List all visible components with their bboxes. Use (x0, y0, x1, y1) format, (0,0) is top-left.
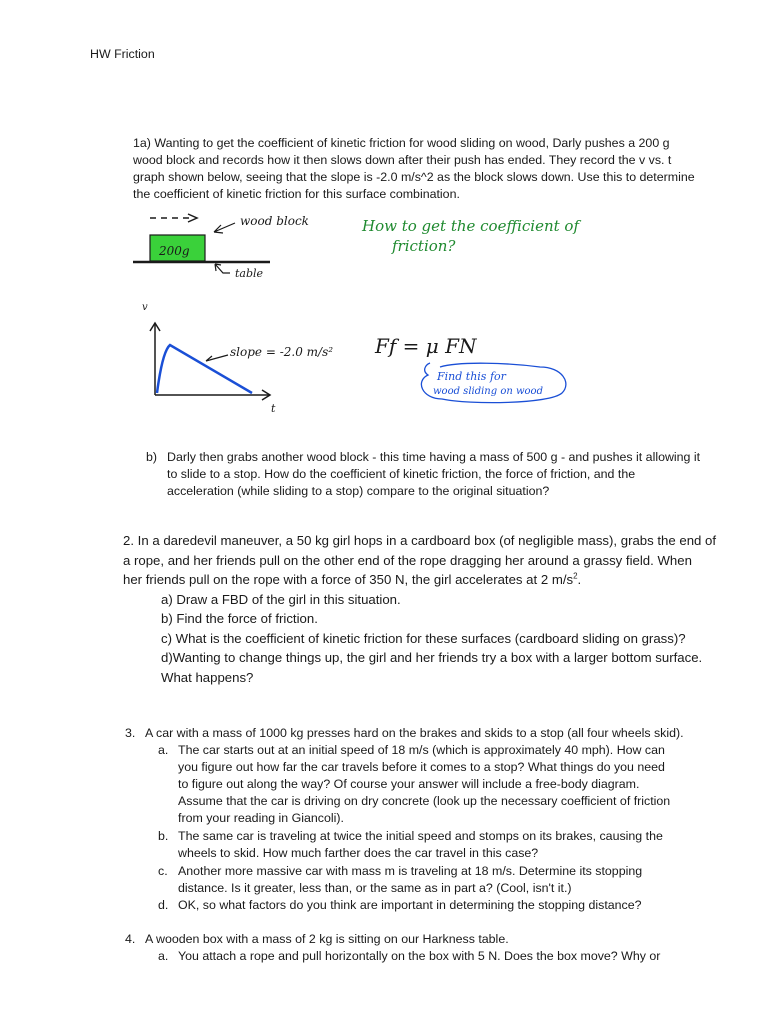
q1b-line: to slide to a stop. How do the coefficient of kinetic friction, the force of friction, and the (167, 467, 636, 481)
handwritten-note-line2: friction? (392, 237, 456, 255)
q3b (178, 828, 663, 862)
q3d-line: OK, so what factors do you think are important in determining the stopping distance? (178, 898, 642, 912)
q3b-line: wheels to skid. How much farther does the car travel in this case? (178, 846, 539, 860)
question-1b (167, 449, 700, 500)
q1a-line: the coefficient of kinetic friction for this surface combination. (133, 187, 460, 201)
q1a-line: graph shown below, seeing that the slope is -2.0 m/s^2 as the block slows down. Use this to determine (133, 170, 695, 184)
q3a-line: you figure out how far the car travels before it comes to a stop? What things do you need (178, 760, 665, 774)
handwritten-note-line1: How to get the coefficient of (362, 217, 580, 235)
q2-part-c: c) What is the coefficient of kinetic friction for these surfaces (cardboard sliding on grass)? (161, 630, 686, 646)
q1b-line: acceleration (while sliding to a stop) compare to the original situation? (167, 484, 550, 498)
handwritten-sketch (130, 205, 600, 420)
q3-number: 3. (125, 726, 136, 740)
q2-part-b: b) Find the force of friction. (161, 611, 318, 626)
q3a (178, 742, 670, 827)
wood-block-pointer (214, 223, 235, 233)
block-mass-label: 200g (159, 244, 190, 258)
q3c-label: c. (158, 864, 168, 878)
q2-line (123, 570, 768, 590)
motion-arrow (150, 214, 197, 222)
q3d-label: d. (158, 898, 169, 912)
q1b-line: Darly then grabs another wood block - this time having a mass of 500 g - and pushes it allowing it (167, 450, 701, 464)
q3a-line: from your reading in Giancoli). (178, 811, 344, 825)
q3c (178, 863, 642, 897)
t-axis-label: t (271, 402, 276, 415)
friction-formula: Ff = μ FN (375, 334, 477, 358)
vt-graph (150, 323, 270, 400)
q2-line: 2. In a daredevil maneuver, a 50 kg girl hops in a cardboard box (of negligible mass), grabs the end of (123, 533, 717, 548)
bubble-note-line2: wood sliding on wood (433, 386, 543, 397)
q4a-label: a. (158, 949, 169, 963)
q2-part-d-cont: What happens? (161, 669, 254, 685)
q1a-line: 1a) Wanting to get the coefficient of kinetic friction for wood sliding on wood, Darly pushes a 200 g (133, 136, 670, 150)
v-axis-label: v (142, 302, 148, 313)
slope-label: slope = -2.0 m/s² (230, 345, 334, 359)
page-header: HW Friction (90, 47, 155, 61)
q2-line: a rope, and her friends pull on the other end of the rope dragging her around a grassy field. When (123, 552, 692, 568)
q3a-label: a. (158, 743, 169, 757)
q4-stem: A wooden box with a mass of 2 kg is sitting on our Harkness table. (145, 932, 509, 946)
q3a-line: to figure out along the way? Of course your answer will include a free-body diagram. (178, 777, 640, 791)
wood-block-label: wood block (240, 214, 309, 228)
table-pointer (215, 264, 230, 273)
question-1a (133, 135, 695, 203)
q3c-line: Another more massive car with mass m is traveling at 18 m/s. Determine its stopping (178, 864, 643, 878)
q4a (178, 948, 660, 965)
q3c-line: distance. Is it greater, less than, or the same as in part a? (Cool, isn't it.) (178, 881, 572, 895)
q3b-line: The same car is traveling at twice the initial speed and stomps on its brakes, causing the (178, 829, 663, 843)
question-2 (123, 531, 768, 687)
q3a-line: The car starts out at an initial speed of 18 m/s (which is approximately 40 mph). How can (178, 743, 665, 757)
q3a-line: Assume that the car is driving on dry concrete (look up the necessary coefficient of friction (178, 794, 671, 808)
q2-line-text: her friends pull on the rope with a force of 350 N, the girl accelerates at 2 m/s (123, 572, 574, 587)
q2-parts (123, 590, 768, 688)
bubble-note-line1: Find this for (437, 370, 506, 383)
q1b-label: b) (146, 450, 158, 464)
q2-line-tail: . (577, 572, 582, 587)
table-label: table (235, 267, 264, 280)
q1a-line: wood block and records how it then slows down after their push has ended. They record the v vs. t (133, 153, 672, 167)
q3d (178, 897, 642, 914)
q4-number: 4. (125, 932, 136, 946)
q2-part-d: d)Wanting to change things up, the girl and her friends try a box with a larger bottom surface. (161, 650, 703, 665)
q4a-line: You attach a rope and pull horizontally on the box with 5 N. Does the box move? Why or (178, 949, 661, 963)
q2-part-a: a) Draw a FBD of the girl in this situation. (161, 591, 401, 607)
slope-pointer (206, 355, 228, 361)
q2-superscript: 2 (573, 571, 578, 581)
q3-stem: A car with a mass of 1000 kg presses hard on the brakes and skids to a stop (all four wheels skid). (145, 726, 684, 740)
q3b-label: b. (158, 829, 169, 843)
